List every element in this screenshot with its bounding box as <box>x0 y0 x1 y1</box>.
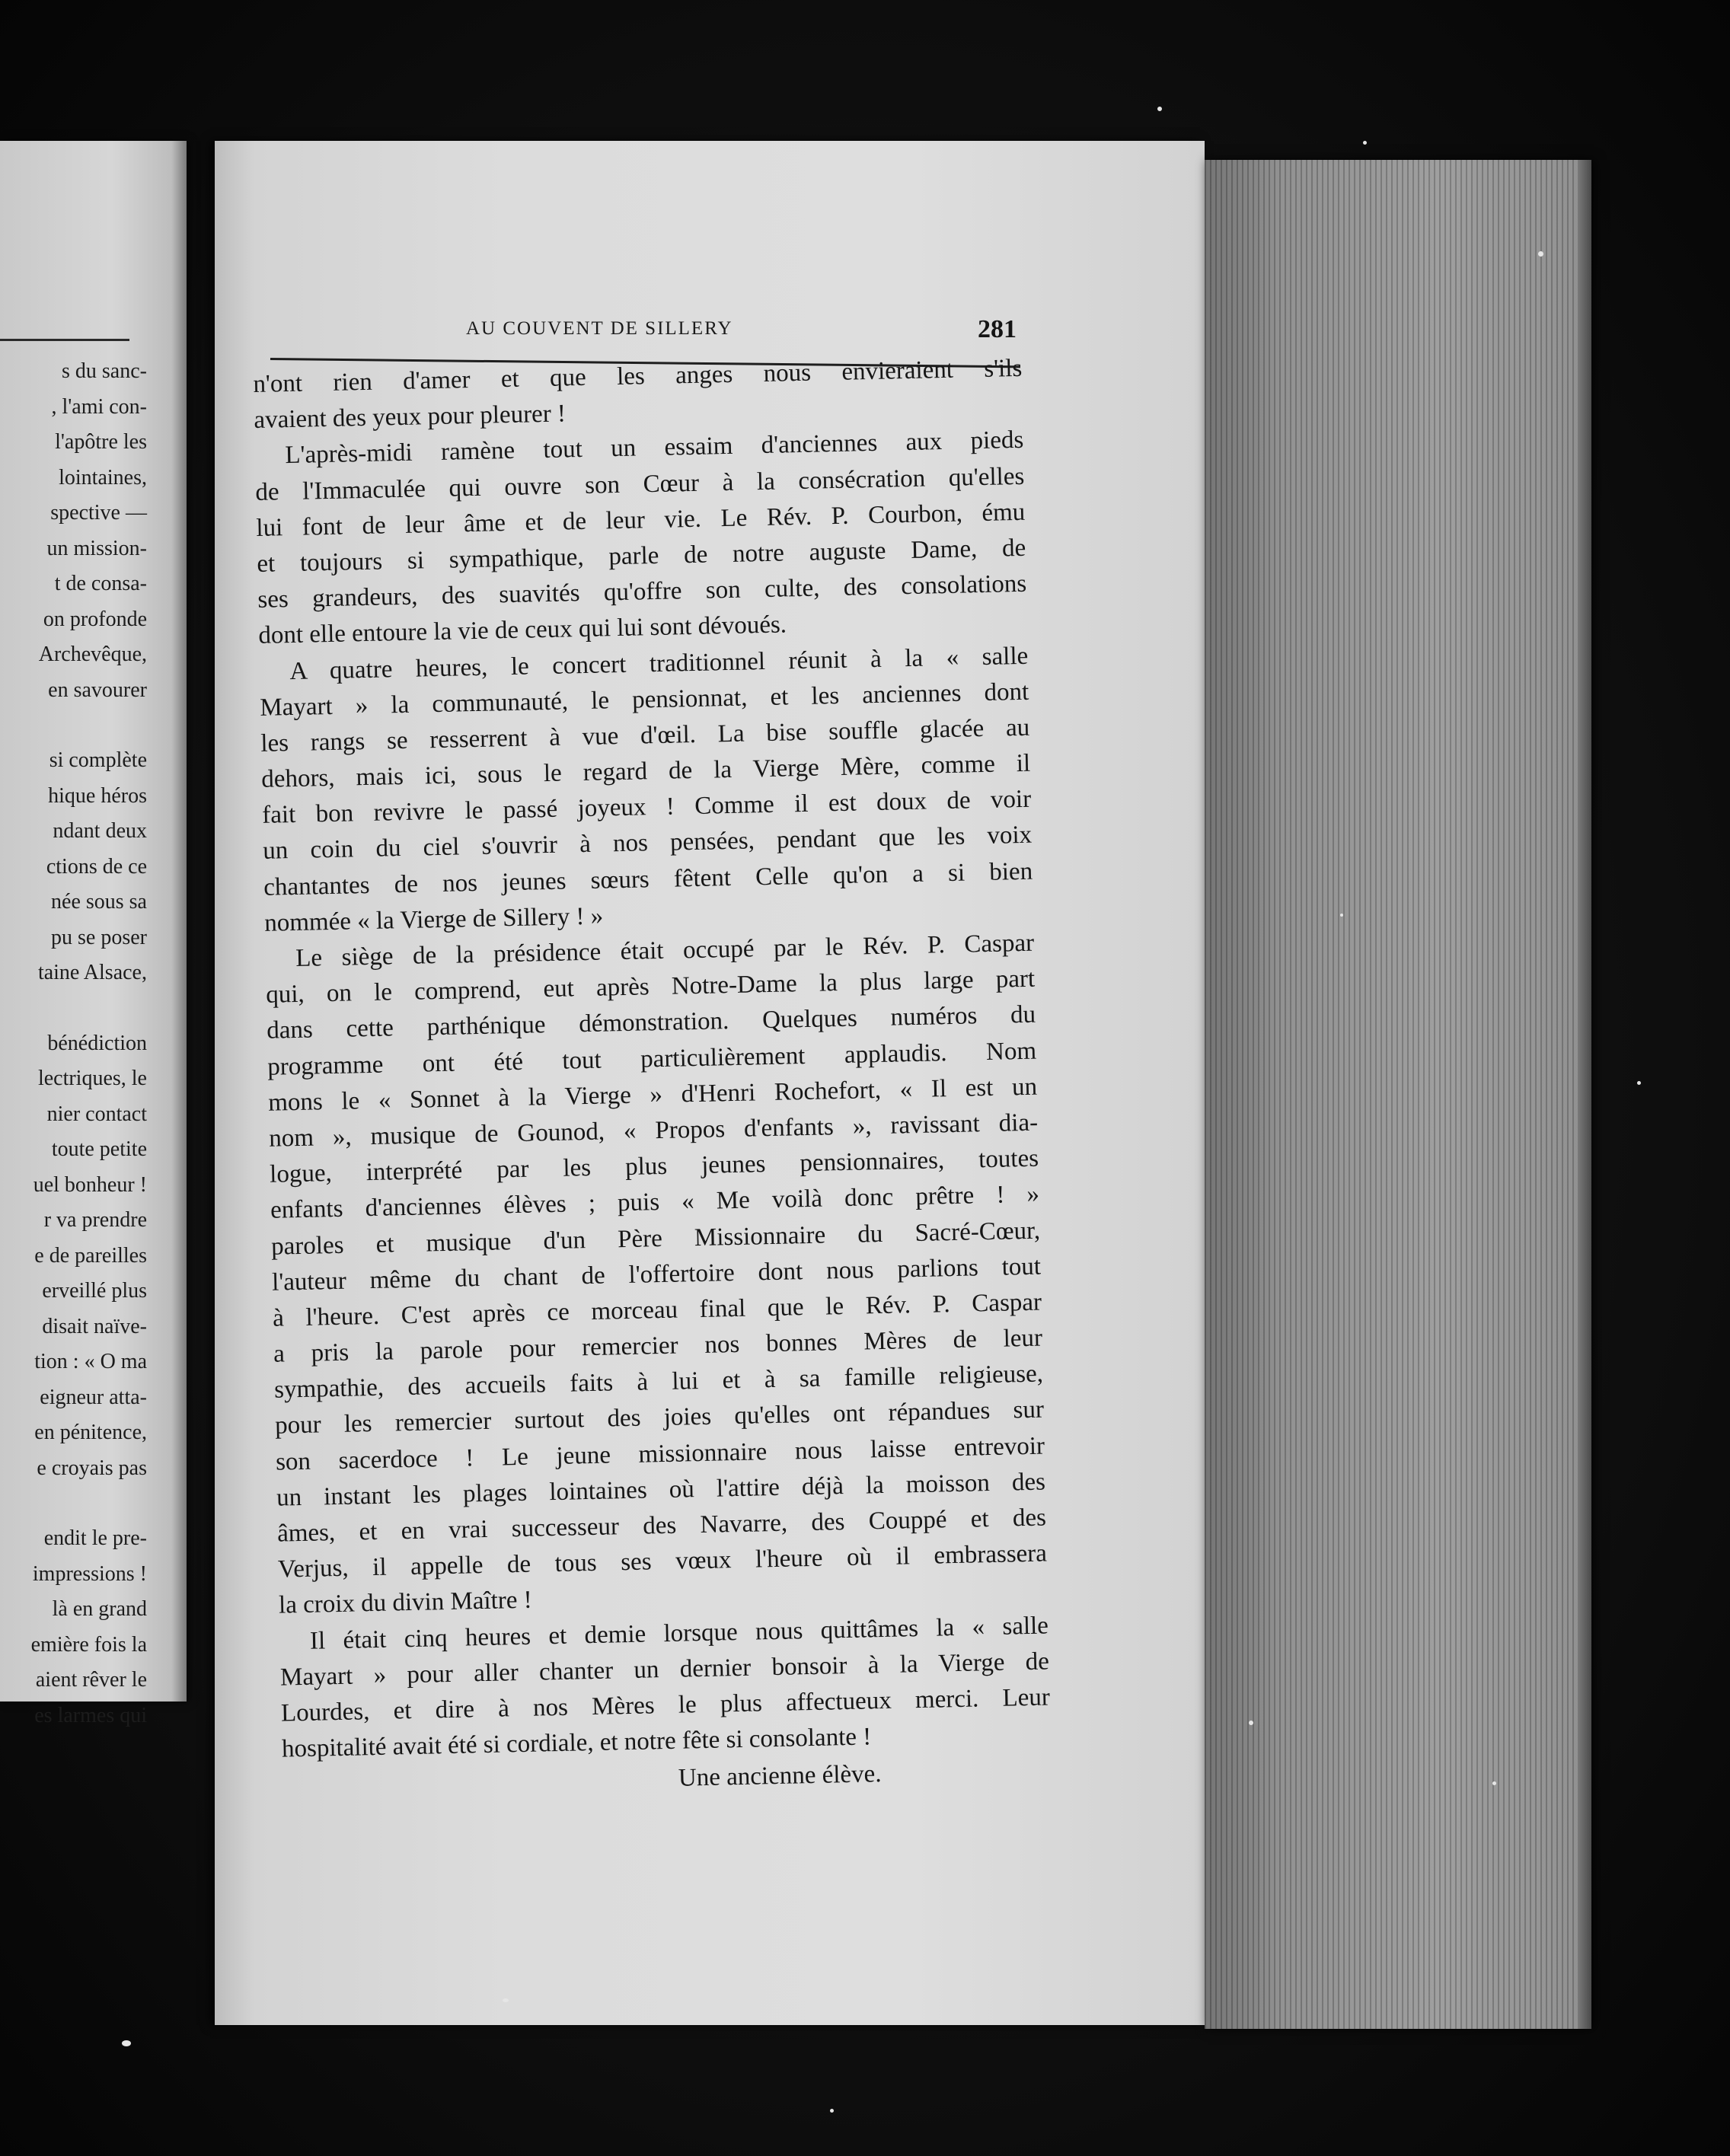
previous-page-line <box>0 991 147 1026</box>
dust-speck <box>1492 1781 1496 1785</box>
previous-page-line: hique héros <box>48 783 147 808</box>
previous-page-line: lectriques, le <box>37 1067 147 1090</box>
text-line: dont elle entoure la vie de ceux qui lui sont dévoués. <box>258 611 787 650</box>
previous-page-line: uel bonheur ! <box>33 1172 147 1197</box>
text-line: dehors, mais ici, sous le regard de la Vierge Mère, comme il <box>260 749 1031 793</box>
previous-page-line: impressions ! <box>32 1561 147 1586</box>
text-line: Lourdes, et dire à nos Mères le plus affectueux merci. Leur <box>280 1683 1051 1727</box>
text-line: son sacerdoce ! Le jeune missionnaire nous laisse entrevoir <box>275 1432 1045 1476</box>
previous-page-line: nier contact <box>46 1102 147 1126</box>
previous-page-line: r va prendre <box>43 1208 147 1232</box>
text-line: âmes, et en vrai successeur des Navarre, des Couppé et des <box>276 1504 1047 1548</box>
text-line: la croix du divin Maître ! <box>278 1587 533 1620</box>
text-line: et toujours si sympathique, parle de notre auguste Dame, de <box>257 534 1026 578</box>
text-line: de l'Immaculée qui ouvre son Cœur à la consécration qu'elles <box>255 462 1025 506</box>
previous-page-header-rule <box>0 339 129 341</box>
previous-page-line: si complète <box>49 748 147 772</box>
text-line: nom », musique de Gounod, « Propos d'enfants », ravissant dia- <box>268 1108 1039 1153</box>
previous-page-line: pu se poser <box>51 925 147 949</box>
previous-page-line: l'apôtre les <box>55 430 147 454</box>
previous-page-line: lointaines, <box>59 465 147 490</box>
text-line: enfants d'anciennes élèves ; puis « Me voilà donc prêtre ! » <box>270 1180 1040 1225</box>
previous-page-line <box>0 1486 147 1521</box>
dust-speck <box>830 2109 834 2113</box>
previous-page-line: eigneur atta- <box>40 1385 147 1409</box>
dust-speck <box>1157 107 1162 111</box>
previous-page-line: on profonde <box>43 607 147 631</box>
previous-page-line: , l'ami con- <box>51 394 147 419</box>
text-line: n'ont rien d'amer et que les anges nous envieraient s'ils <box>253 354 1023 398</box>
text-line: un instant les plages lointaines où l'attire déjà la moisson des <box>276 1468 1046 1512</box>
previous-page-line: erveillé plus <box>42 1279 147 1303</box>
text-line: Le siège de la présidence était occupé par le Rév. P. Caspar <box>295 929 1035 972</box>
dust-speck <box>1340 914 1343 917</box>
page-number: 281 <box>978 315 1017 343</box>
text-line: sympathie, des accueils faits à lui et à sa famille religieuse, <box>273 1360 1044 1404</box>
previous-page-line <box>0 708 147 743</box>
body-text <box>253 351 1052 1806</box>
previous-page-line: un mission- <box>46 536 147 560</box>
previous-page-line: Archevêque, <box>38 643 147 666</box>
previous-page-line: disait naïve- <box>42 1314 147 1338</box>
text-line: pour les remercier surtout des joies qu'elles ont répandues sur <box>274 1395 1045 1440</box>
previous-page-line: endit le pre- <box>43 1526 147 1550</box>
text-line: à l'heure. C'est après ce morceau final que le Rév. P. Caspar <box>272 1288 1042 1332</box>
previous-page-text <box>0 354 147 1733</box>
dust-speck <box>1249 1721 1253 1725</box>
text-line: Mayart » pour aller chanter un dernier bonsoir à la Vierge de <box>279 1647 1050 1692</box>
text-line: mons le « Sonnet à la Vierge » d'Henri Rochefort, « Il est un <box>267 1073 1038 1117</box>
previous-page-line: ctions de ce <box>46 854 147 879</box>
previous-page-line: s du sanc- <box>62 359 147 383</box>
previous-page-line: emière fois la <box>30 1632 147 1657</box>
text-line: les rangs se resserrent à vue d'œil. La bise souffle glacée au <box>260 713 1030 757</box>
previous-page-line: là en grand <box>52 1597 147 1621</box>
running-head: AU COUVENT DE SILLERY <box>466 318 733 339</box>
text-line: avaient des yeux pour pleurer ! <box>254 400 567 435</box>
text-line: L'après-midi ramène tout un essaim d'anciennes aux pieds <box>285 426 1024 470</box>
previous-page-line: née sous sa <box>51 890 147 914</box>
previous-page-line: en pénitence, <box>34 1421 147 1444</box>
previous-page-line: taine Alsace, <box>37 961 147 984</box>
previous-page-line: aient rêver le <box>35 1668 147 1692</box>
previous-page-line: toute petite <box>51 1137 147 1161</box>
text-line: A quatre heures, le concert traditionnel réunit à la « salle <box>289 642 1029 685</box>
text-line: programme ont été tout particulièrement applaudis. Nom <box>267 1037 1037 1081</box>
text-line: hospitalité avait été si cordiale, et notre fête si consolante ! <box>281 1723 872 1763</box>
dust-speck <box>122 2040 131 2046</box>
text-line: a pris la parole pour remercier nos bonnes Mères de leur <box>273 1324 1043 1368</box>
dust-speck <box>1637 1081 1641 1085</box>
text-line: Mayart » la communauté, le pensionnat, et les anciennes dont <box>259 678 1029 722</box>
text-line: ses grandeurs, des suavités qu'offre son culte, des consolations <box>257 569 1027 614</box>
previous-page-line: ndant deux <box>53 819 147 843</box>
dust-speck <box>1363 141 1367 145</box>
signature: Une ancienne élève. <box>678 1760 882 1793</box>
previous-page <box>0 141 187 1727</box>
previous-page-line: tion : « O ma <box>34 1350 147 1373</box>
previous-page-line: e de pareilles <box>34 1243 147 1268</box>
text-line: dans cette parthénique démonstration. Quelques numéros du <box>266 1001 1036 1045</box>
text-line: nommée « la Vierge de Sillery ! » <box>263 902 604 937</box>
previous-page-line: bénédiction <box>47 1031 147 1055</box>
previous-page-line: e croyais pas <box>37 1456 147 1480</box>
dust-speck <box>1538 251 1543 257</box>
text-line: un coin du ciel s'ouvrir à nos pensées, pendant que les voix <box>262 821 1033 866</box>
previous-page-line: es larmes qui <box>34 1703 147 1727</box>
book-page-edges <box>1205 160 1591 2029</box>
previous-page-line: t de consa- <box>54 572 147 595</box>
text-line: chantantes de nos jeunes sœurs fêtent Celle qu'on a si bien <box>263 857 1033 901</box>
text-line: l'auteur même du chant de l'offertoire dont nous parlions tout <box>271 1252 1042 1296</box>
text-line: Il était cinq heures et demie lorsque nous quittâmes la « salle <box>309 1612 1049 1655</box>
text-line: logue, interprété par les plus jeunes pensionnaires, toutes <box>269 1144 1039 1188</box>
dust-speck <box>503 1998 509 2002</box>
previous-page-line: spective — <box>50 501 147 525</box>
text-line: fait bon revivre le passé joyeux ! Comme il est doux de voir <box>261 785 1032 830</box>
text-line: qui, on le comprend, eut après Notre-Dame la plus large part <box>265 965 1036 1009</box>
text-line: lui font de leur âme et de leur vie. Le Rév. P. Courbon, ému <box>256 498 1026 542</box>
text-line: paroles et musique d'un Père Missionnaire du Sacré-Cœur, <box>270 1217 1041 1261</box>
previous-page-line: en savourer <box>48 678 147 702</box>
text-line: Verjus, il appelle de tous ses vœux l'heure où il embrassera <box>277 1539 1048 1584</box>
